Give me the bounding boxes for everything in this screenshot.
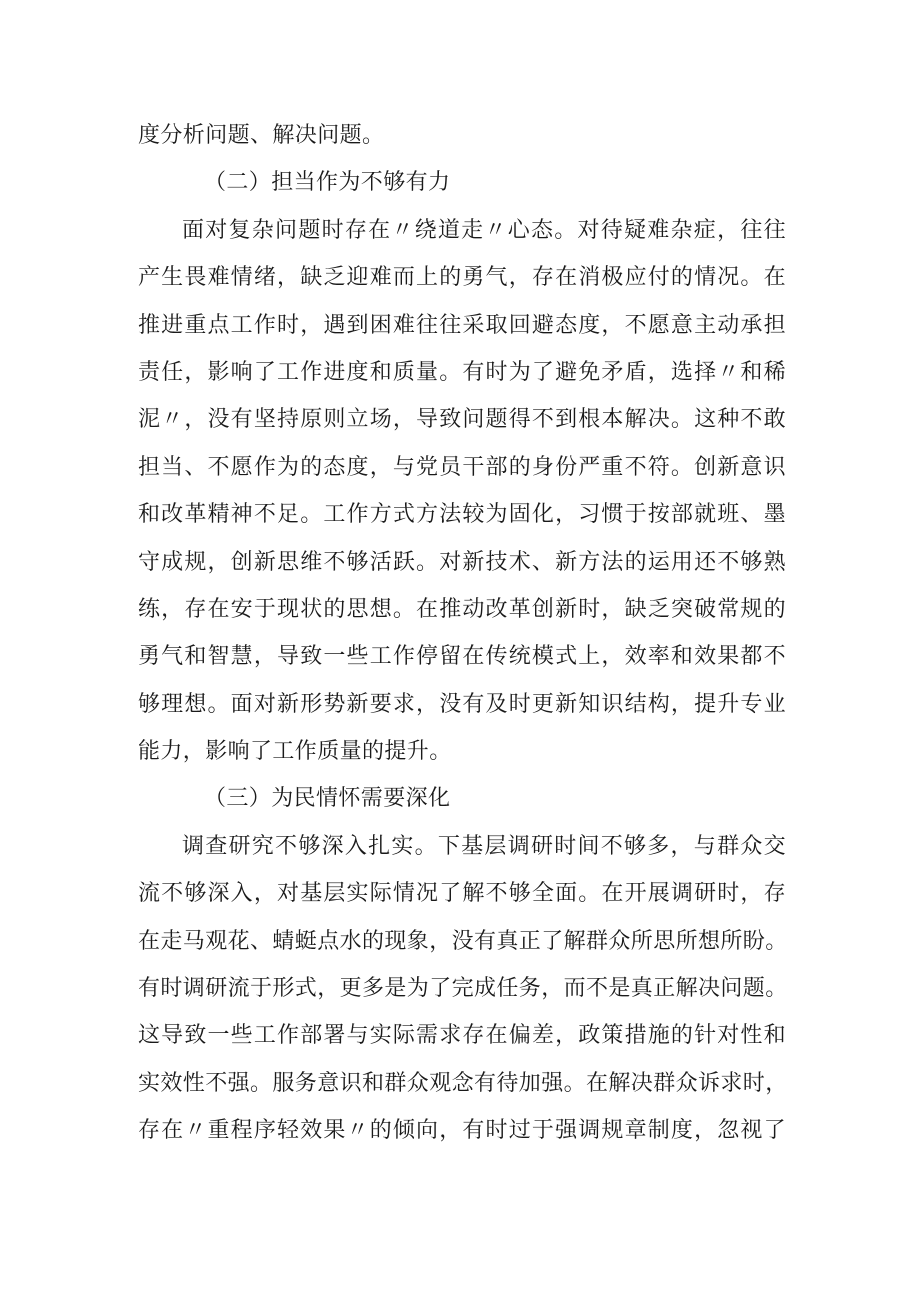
paragraph-line: 面对复杂问题时存在〃绕道走〃心态。对待疑难杂症，往往 <box>182 217 786 243</box>
paragraph-line: 能力，影响了工作质量的提升。 <box>138 739 452 765</box>
document-body <box>138 112 786 1155</box>
paragraph-line: 存在〃重程序轻效果〃的倾向，有时过于强调规章制度，忽视了 <box>138 1118 786 1144</box>
paragraph-line: 泥〃，没有坚持原则立场，导致问题得不到根本解决。这种不敢 <box>138 407 786 433</box>
paragraph-line: 这导致一些工作部署与实际需求存在偏差，政策措施的针对性和 <box>138 1023 786 1049</box>
paragraph-line: 和改革精神不足。工作方式方法较为固化，习惯于按部就班、墨 <box>138 502 786 528</box>
paragraph-line: 调查研究不够深入扎实。下基层调研时间不够多，与群众交 <box>182 833 786 859</box>
paragraph-line: 守成规，创新思维不够活跃。对新技术、新方法的运用还不够熟 <box>138 549 786 575</box>
paragraph-line: 勇气和智慧，导致一些工作停留在传统模式上，效率和效果都不 <box>138 644 786 670</box>
paragraph-line: 在走马观花、蜻蜓点水的现象，没有真正了解群众所思所想所盼。 <box>138 928 788 954</box>
paragraph-line: 有时调研流于形式，更多是为了完成任务，而不是真正解决问题。 <box>138 976 788 1002</box>
paragraph-line: 够理想。面对新形势新要求，没有及时更新知识结构，提升专业 <box>138 691 786 717</box>
paragraph-line: 推进重点工作时，遇到困难往往采取回避态度，不愿意主动承担 <box>138 312 786 338</box>
paragraph-line: 实效性不强。服务意识和群众观念有待加强。在解决群众诉求时， <box>138 1070 788 1096</box>
paragraph-line: 担当、不愿作为的态度，与党员干部的身份严重不符。创新意识 <box>138 454 786 480</box>
paragraph-line: 产生畏难情绪，缺乏迎难而上的勇气，存在消极应付的情况。在 <box>138 265 786 291</box>
paragraph-line: 练，存在安于现状的思想。在推动改革创新时，缺乏突破常规的 <box>138 596 786 622</box>
paragraph-line: 责任，影响了工作进度和质量。有时为了避免矛盾，选择〃和稀 <box>138 359 786 385</box>
section-heading: （三）为民情怀需要深化 <box>204 786 451 812</box>
section-heading: （二）担当作为不够有力 <box>204 170 451 196</box>
paragraph-line: 流不够深入，对基层实际情况了解不够全面。在开展调研时，存 <box>138 881 786 907</box>
paragraph-line: 度分析问题、解决问题。 <box>138 123 385 148</box>
